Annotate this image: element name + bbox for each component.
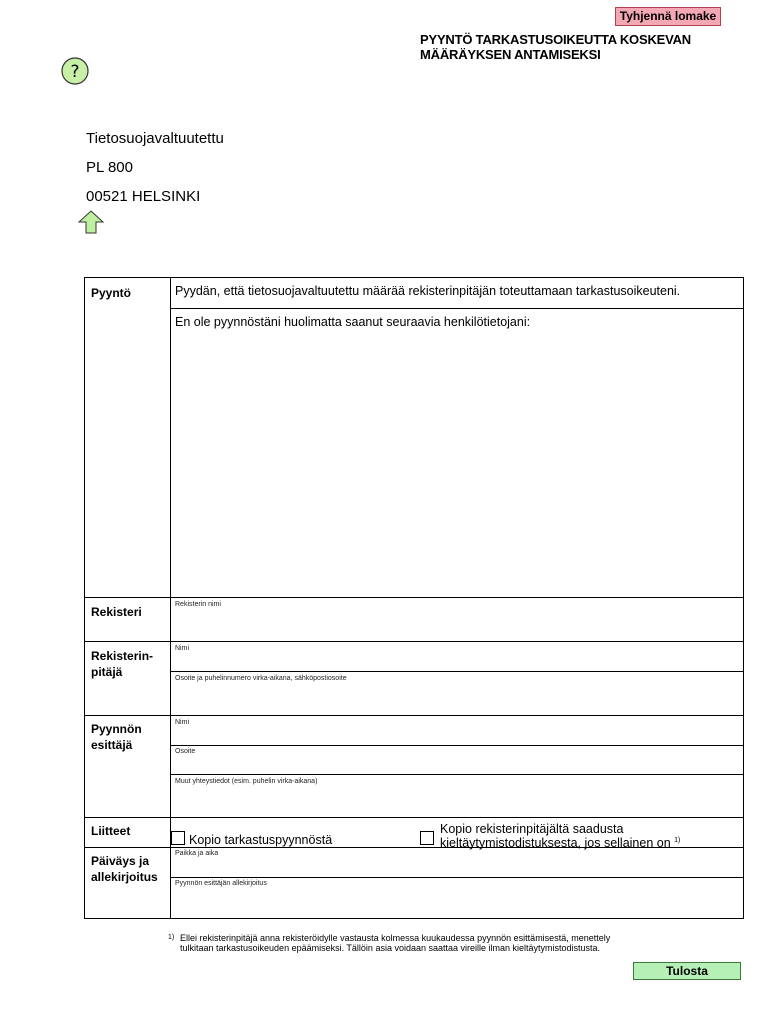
register-name-hint: Rekisterin nimi [175,601,221,608]
clear-form-button[interactable]: Tyhjennä lomake [615,7,721,26]
requester-label-line-1: Pyynnön [91,722,142,736]
requester-address-hint: Osoite [175,748,196,755]
register-name-field[interactable] [171,610,743,640]
recipient-po-box: PL 800 [86,159,133,176]
request-statement: Pyydän, että tietosuojavaltuutettu määrää rekisterinpitäjän toteuttamaan tarkastusoikeuteni. [175,284,681,298]
recipient-name: Tietosuojavaltuutettu [86,130,224,147]
missing-data-prompt: En ole pyynnöstäni huolimatta saanut seuraavia henkilötietojani: [175,315,531,329]
print-button[interactable]: Tulosta [633,962,741,980]
controller-name-hint: Nimi [175,645,189,652]
footnote-marker: 1) [168,934,175,941]
signature-field[interactable] [171,889,743,918]
signature-label-line-1: Päiväys ja [91,854,150,868]
requester-other-hint: Muut yhteystiedot (esim. puhelin virka-aikana) [175,778,318,785]
place-date-hint: Paikka ja aika [175,850,219,857]
requester-label-line-2: esittäjä [91,738,133,752]
attachment-refusal-line-2: kieltäytymistodistuksesta, jos sellainen on $^{1)}$ [440,836,681,851]
help-icon[interactable] [60,56,90,86]
requester-label [91,721,142,753]
request-form [84,277,744,919]
place-date-field[interactable] [171,859,743,876]
footnote [168,933,611,953]
missing-data-field[interactable] [171,330,743,596]
recipient-city: 00521 HELSINKI [86,188,201,205]
footnote-line-2: tulkitaan tarkastusoikeuden epäämiseksi. Tällöin asia voidaan saattaa vireille ilman kieltäytymistodistusta. [180,943,601,953]
controller-contact-hint: Osoite ja puhelinnumero virka-aikana, sähköpostiosoite [175,675,347,682]
svg-text:?: ? [70,62,80,82]
attachment-refusal-label [440,823,680,849]
register-label: Rekisteri [91,605,142,619]
recipient-address [86,130,224,217]
signature-label-line-2: allekirjoitus [91,870,158,884]
title-line-1: PYYNTÖ TARKASTUSOIKEUTTA KOSKEVAN [420,32,691,47]
attachment-copy-checkbox[interactable] [171,831,185,845]
attachment-refusal-checkbox[interactable] [420,831,434,845]
footnote-line-1: Ellei rekisterinpitäjä anna rekisteröidylle vastausta kolmessa kuukaudessa pyynnön esittämisestä, menettely [180,933,611,943]
requester-address-field[interactable] [171,757,743,773]
arrow-up-icon[interactable] [78,210,104,234]
attachment-refusal-line-1: Kopio rekisterinpitäjältä saadusta [440,822,624,836]
controller-contact-field[interactable] [171,684,743,714]
requester-other-field[interactable] [171,787,743,816]
controller-label-line-1: Rekisterin- [91,649,154,663]
requester-name-field[interactable] [171,728,743,744]
signature-label [91,853,158,885]
attachments-label: Liitteet [91,824,131,838]
footnote-ref: 1) [674,837,681,844]
requester-name-hint: Nimi [175,719,189,726]
request-label: Pyyntö [91,286,132,300]
controller-label-line-2: pitäjä [91,665,123,679]
controller-name-field[interactable] [171,654,743,670]
page-title [420,32,691,62]
controller-label [91,648,153,680]
title-line-2: MÄÄRÄYKSEN ANTAMISEKSI [420,47,601,62]
attachment-copy-label: Kopio tarkastuspyynnöstä [189,833,333,847]
signature-hint: Pyynnön esittäjän allekirjoitus [175,880,267,887]
